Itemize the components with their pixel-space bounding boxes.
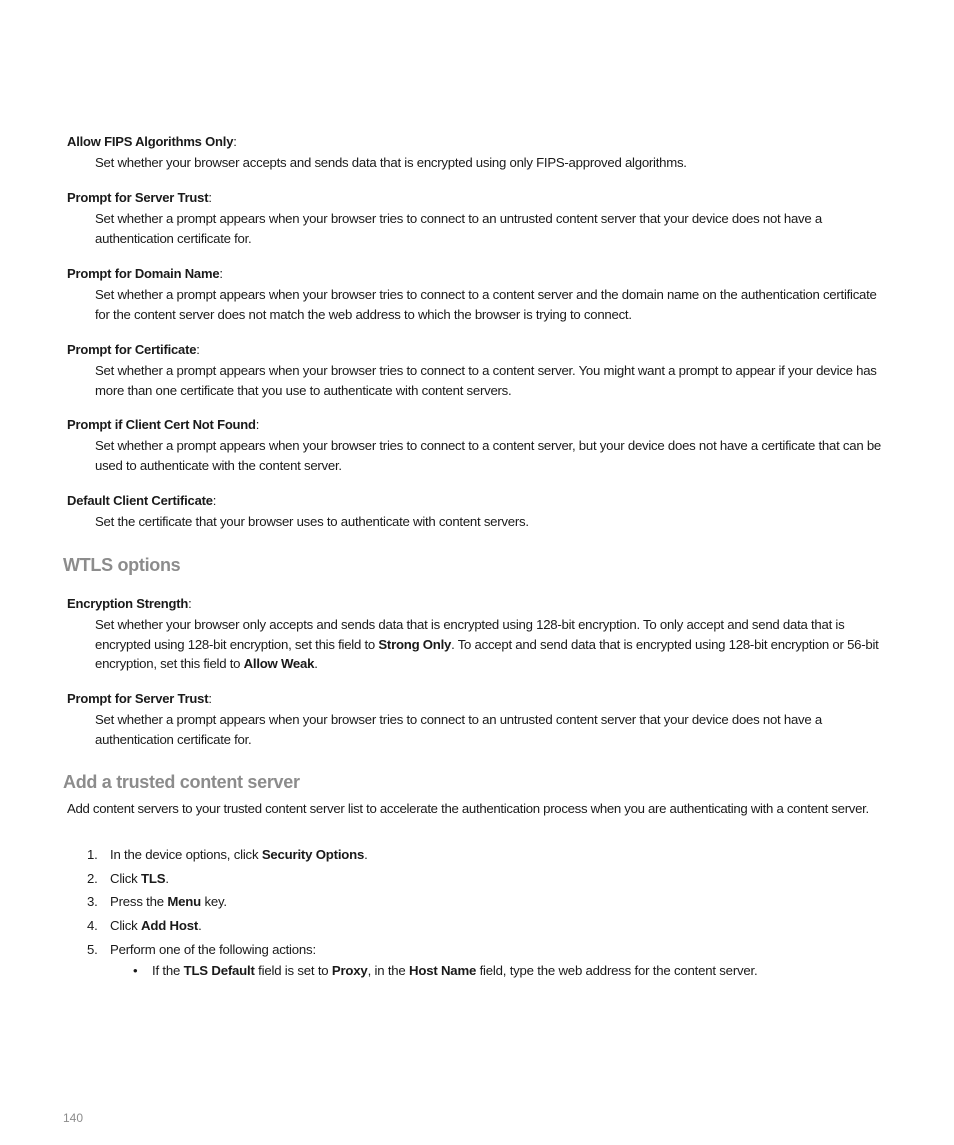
option-default-cert	[67, 492, 893, 532]
option-term: Encryption Strength	[67, 596, 189, 611]
option-term: Prompt for Certificate	[67, 342, 197, 357]
trusted-server-intro: Add content servers to your trusted content server list to accelerate the authentication process when you are authenticating with a content server.	[67, 801, 869, 816]
option-desc: Set whether a prompt appears when your browser tries to connect to an untrusted content server that your device does not have a authentication certificate for.	[95, 712, 822, 747]
step-item: 5. Perform one of the following actions:	[87, 941, 316, 957]
option-encryption-strength	[67, 595, 893, 674]
steps-list	[67, 843, 893, 962]
option-term: Prompt for Server Trust	[67, 190, 209, 205]
option-term: Prompt for Domain Name	[67, 266, 220, 281]
option-fips	[67, 133, 893, 173]
option-domain-name	[67, 265, 893, 324]
wtls-heading: WTLS options	[63, 555, 181, 575]
option-desc: Set whether a prompt appears when your browser tries to connect to a content server. You might want a prompt to appear if your device has more than one certificate that you use to authenticate with content servers.	[95, 363, 877, 398]
option-term: Allow FIPS Algorithms Only	[67, 134, 234, 149]
colon: :	[233, 134, 237, 149]
step-item: 1. In the device options, click Security Options.	[87, 847, 368, 862]
option-desc: Set whether your browser accepts and sends data that is encrypted using only FIPS-approved algorithms.	[95, 155, 687, 170]
option-certificate	[67, 341, 893, 400]
step-item: 3. Press the Menu key.	[87, 894, 227, 910]
colon: :	[188, 596, 192, 611]
bullet-item: • If the TLS Default field is set to Proxy, in the Host Name field, type the web address for the content server.	[133, 961, 757, 981]
colon: :	[196, 342, 200, 357]
option-desc: Set whether a prompt appears when your browser tries to connect to a content server and the domain name on the authentication certificate for the content server does not match the web address to which the browser is trying to connect.	[95, 287, 877, 322]
option-term: Prompt for Server Trust	[67, 691, 209, 706]
step-item: 4. Click Add Host.	[87, 918, 202, 934]
strong-only-label: Strong Only	[378, 636, 452, 652]
colon: :	[212, 493, 217, 508]
option-term: Prompt if Client Cert Not Found	[67, 417, 256, 432]
colon: :	[219, 266, 223, 281]
colon: :	[255, 417, 260, 432]
option-desc: Set whether your browser only accepts and sends data that is encrypted using 128-bit encryption. To only accept and send data that is encrypted using 128-bit encryption, set this field to Strong Only. To accept and send data that is encrypted using 128-bit encryption or 56-bit encryption, set this field to Allow Weak.	[95, 617, 879, 671]
trusted-server-heading: Add a trusted content server	[63, 772, 300, 792]
colon: :	[208, 691, 212, 706]
option-desc: Set whether a prompt appears when your browser tries to connect to an untrusted content server that your device does not have a authentication certificate for.	[95, 211, 822, 246]
option-desc: Set the certificate that your browser uses to authenticate with content servers.	[95, 514, 529, 529]
option-term: Default Client Certificate	[67, 493, 213, 508]
option-desc: Set whether a prompt appears when your browser tries to connect to a content server, but your device does not have a certificate that can be used to authenticate with the content server.	[95, 438, 882, 473]
option-client-cert	[67, 416, 893, 475]
option-wtls-server-trust	[67, 690, 893, 749]
option-server-trust	[67, 189, 893, 248]
allow-weak-label: Allow Weak	[243, 656, 315, 671]
colon: :	[208, 190, 212, 205]
bullet-icon: •	[133, 963, 138, 978]
action-bullets	[133, 961, 757, 981]
page-number: 140	[63, 1111, 84, 1125]
step-item: 2. Click TLS.	[87, 870, 169, 886]
